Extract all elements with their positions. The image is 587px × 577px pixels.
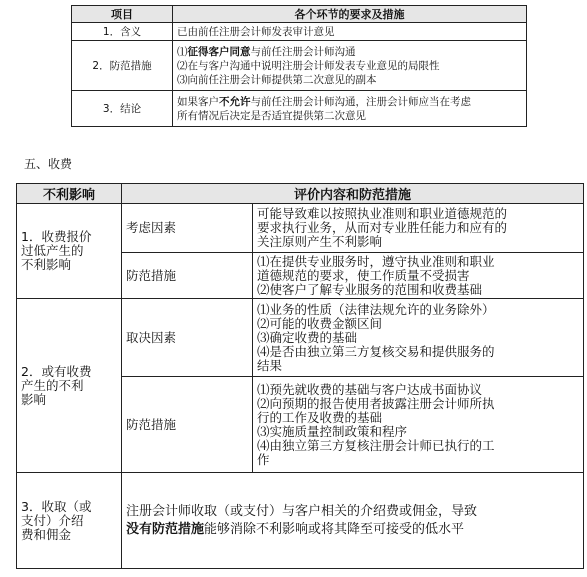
table1-measure-line: ⑶向前任注册会计师提供第二次意见的副本 — [177, 73, 377, 86]
table2-label-considerations: 考虑因素 — [122, 204, 253, 253]
table1-conclusion-line: 如果客户不允许与前任注册会计师沟通，注册会计师应当在考虑 — [177, 95, 471, 108]
table1-conclusion-text — [173, 91, 527, 127]
table1-conclusion-line: 所有情况后决定是否适宜提供第二次意见 — [177, 109, 366, 122]
table2-header-impact: 不利影响 — [17, 184, 122, 204]
table1-header-requirements: 各个环节的要求及措施 — [173, 6, 527, 23]
table1-item-measures: 2．防范措施 — [72, 41, 173, 91]
table2-label-determinants: 取决因素 — [122, 299, 253, 377]
table2-label-measures-1: 防范措施 — [122, 253, 253, 299]
table2-category-low-fee: 1．收费报价 过低产生的 不利影响 — [17, 204, 122, 299]
requirements-table — [71, 5, 527, 127]
table2-category-contingent-fee: 2．或有收费 产生的不利 影响 — [17, 299, 122, 473]
table2-determinants-text: ⑴业务的性质（法律法规允许的业务除外） ⑵可能的收费金额区间 ⑶确定收费的基础 ⑷是否由独立第三方复核交易和提供服务的 结果 — [253, 299, 584, 377]
fees-table — [16, 183, 584, 569]
table2-measures-2-text: ⑴预先就收费的基础与客户达成书面协议 ⑵向预期的报告使用者披露注册会计师所执 行的工作及收费的基础 ⑶实施质量控制政策和程序 ⑷由独立第三方复核注册会计师已执行的工 作 — [253, 377, 584, 473]
table2-category-referral-fee: 3．收取（或 支付）介绍 费和佣金 — [17, 473, 122, 569]
table1-item-meaning: 1．含义 — [72, 23, 173, 41]
table2-considerations-text: 可能导致难以按照执业准则和职业道德规范的 要求执行业务，从而对专业胜任能力和应有的 关注原则产生不利影响 — [253, 204, 584, 253]
table1-measure-line: ⑴征得客户同意与前任注册会计师沟通 — [177, 45, 356, 58]
section-title-fees: 五、收费 — [24, 157, 73, 171]
table1-item-conclusion: 3．结论 — [72, 91, 173, 127]
table2-measures-1-text: ⑴在提供专业服务时，遵守执业准则和职业 道德规范的要求，使工作质量不受损害 ⑵使客户了解专业服务的范围和收费基础 — [253, 253, 584, 299]
table1-measure-line: ⑵在与客户沟通中说明注册会计师发表专业意见的局限性 — [177, 59, 440, 72]
table2-referral-text: 注册会计师收取（或支付）与客户相关的介绍费或佣金，导致 没有防范措施能够消除不利影响或将其降至可接受的低水平 — [122, 473, 584, 569]
table2-header-evaluation: 评价内容和防范措施 — [122, 184, 584, 204]
table1-header-item: 项目 — [72, 6, 173, 23]
table1-measures-text — [173, 41, 527, 91]
table2-label-measures-2: 防范措施 — [122, 377, 253, 473]
table1-meaning-text: 已由前任注册会计师发表审计意见 — [173, 23, 527, 41]
